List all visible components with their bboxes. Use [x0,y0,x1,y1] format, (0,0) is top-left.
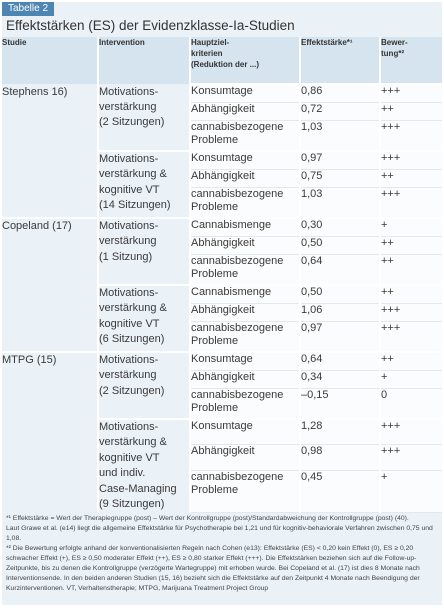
rating-cell: +++ [380,445,442,470]
table-page [2,2,442,605]
criterion-cell: Konsumtage [190,151,300,170]
criterion-cell: Konsumtage [190,419,300,445]
header-intervention: Intervention [98,37,190,84]
effect-size-cell: 0,97 [300,322,380,353]
header-rating: Bewer- tung*² [380,37,442,84]
header-effect-size: Effektstärke*¹ [300,37,380,84]
effect-size-cell: 0,64 [300,352,380,371]
intervention-cell: Motivations- verstärkung & kognitive VT (14 Sitzungen) [98,151,190,218]
effect-size-cell: 1,03 [300,121,380,152]
intervention-cell: Motivations- verstärkung (2 Sitzungen) [98,84,190,151]
rating-cell: +++ [380,188,442,219]
effect-size-cell: 0,50 [300,285,380,304]
criterion-cell: Abhängigkeit [190,371,300,389]
rating-cell: ++ [380,255,442,286]
criterion-cell: Abhängigkeit [190,237,300,255]
criterion-cell: cannabisbezogene Probleme [190,470,300,512]
rating-cell: +++ [380,304,442,322]
effect-size-cell: 0,72 [300,103,380,121]
rating-cell: + [380,371,442,389]
rating-cell: ++ [380,352,442,371]
rating-cell: +++ [380,121,442,152]
rating-cell: +++ [380,84,442,103]
header-study: Studie [2,37,98,84]
effect-size-cell: 1,06 [300,304,380,322]
rating-cell: +++ [380,151,442,170]
effect-size-cell: 1,03 [300,188,380,219]
criterion-cell: Abhängigkeit [190,304,300,322]
table-row [2,218,442,237]
intervention-cell: Motivations- verstärkung & kognitive VT (6 Sitzungen) [98,285,190,352]
table-body [2,84,442,512]
criterion-cell: Cannabismenge [190,218,300,237]
rating-cell: +++ [380,419,442,445]
criterion-cell: Abhängigkeit [190,103,300,121]
effect-size-cell: 0,30 [300,218,380,237]
table-row [2,352,442,371]
criterion-cell: Abhängigkeit [190,445,300,470]
table-header-row [2,37,442,84]
rating-cell: ++ [380,237,442,255]
study-name: MTPG (15) [2,352,98,512]
rating-cell: + [380,470,442,512]
criterion-cell: cannabisbezogene Probleme [190,255,300,286]
rating-cell: ++ [380,285,442,304]
criterion-cell: cannabisbezogene Probleme [190,322,300,353]
effect-size-cell: –0,15 [300,389,380,420]
rating-cell: ++ [380,170,442,188]
rating-cell: ++ [380,103,442,121]
rating-cell: + [380,218,442,237]
rating-cell: 0 [380,389,442,420]
intervention-cell: Motivations- verstärkung (1 Sitzung) [98,218,190,285]
criterion-cell: Abhängigkeit [190,170,300,188]
criterion-cell: cannabisbezogene Probleme [190,389,300,420]
table-tag: Tabelle 2 [2,2,54,16]
intervention-cell: Motivations- verstärkung (2 Sitzungen) [98,352,190,419]
study-name: Copeland (17) [2,218,98,352]
effect-size-cell: 0,34 [300,371,380,389]
table-row [2,84,442,103]
effect-size-cell: 0,75 [300,170,380,188]
effect-size-cell: 0,45 [300,470,380,512]
criterion-cell: Konsumtage [190,84,300,103]
criterion-cell: cannabisbezogene Probleme [190,121,300,152]
criterion-cell: Cannabismenge [190,285,300,304]
criterion-cell: cannabisbezogene Probleme [190,188,300,219]
footnote-3: *² Die Bewertung erfolgte anhand der konventionalisierten Regeln nach Cohen (e13): Effektstärke (ES) < 0,20 kein Effekt (0), ES ≥ 0,20 schwacher Effekt (+), ES ≥ 0,50 moderater Effekt (++), ES ≥ 0,80 starker Effekt (+++). Die Effektstärken beziehen sich auf die Follow-up-Zeitpunkte, bis zu denen die Kontrollgruppe (verzögerte Wartegruppe) mit erhoben wurde. Bei Copeland et al. (17) ist dies 8 Monate nach Interventionsende. In den beiden anderen Studien (15, 16) bezieht sich die Effektstärke auf den Zeitpunkt 4 Monate nach Beendigung der Kurzinterventionen. VT, Verhaltenstherapie; MTPG, Marijuana Treatment Project Group [6,545,420,592]
study-name: Stephens 16) [2,85,68,98]
table-footnotes [6,514,438,594]
header-criteria: Hauptziel- kriterien (Reduktion der ...) [190,37,300,84]
effect-size-cell: 0,64 [300,255,380,286]
effect-size-cell: 1,28 [300,419,380,445]
footnote-2: Laut Grawe et al. (e14) liegt die allgemeine Effektstärke für Psychotherapie bei 1,21 und für kognitiv-behaviorale Verfahren zwischen 0,75 und 1,08. [6,525,433,542]
effect-size-cell: 0,97 [300,151,380,170]
table-title: Effektstärken (ES) der Evidenzklasse-Ia-Studien [6,18,295,33]
criterion-cell: Konsumtage [190,352,300,371]
effect-size-cell: 0,50 [300,237,380,255]
effect-size-cell: 0,98 [300,445,380,470]
rating-cell: +++ [380,322,442,353]
footnote-1: *¹ Effektstärke = Wert der Therapiegruppe (post) – Wert der Kontrollgruppe (post)/Standardabweichung der Kontrollgruppe (post) (40). [6,515,409,522]
intervention-cell: Motivations- verstärkung & kognitive VT und indiv. Case-Managing (9 Sitzungen) [98,419,190,512]
effect-size-cell: 0,86 [300,84,380,103]
effect-size-table [2,37,442,513]
